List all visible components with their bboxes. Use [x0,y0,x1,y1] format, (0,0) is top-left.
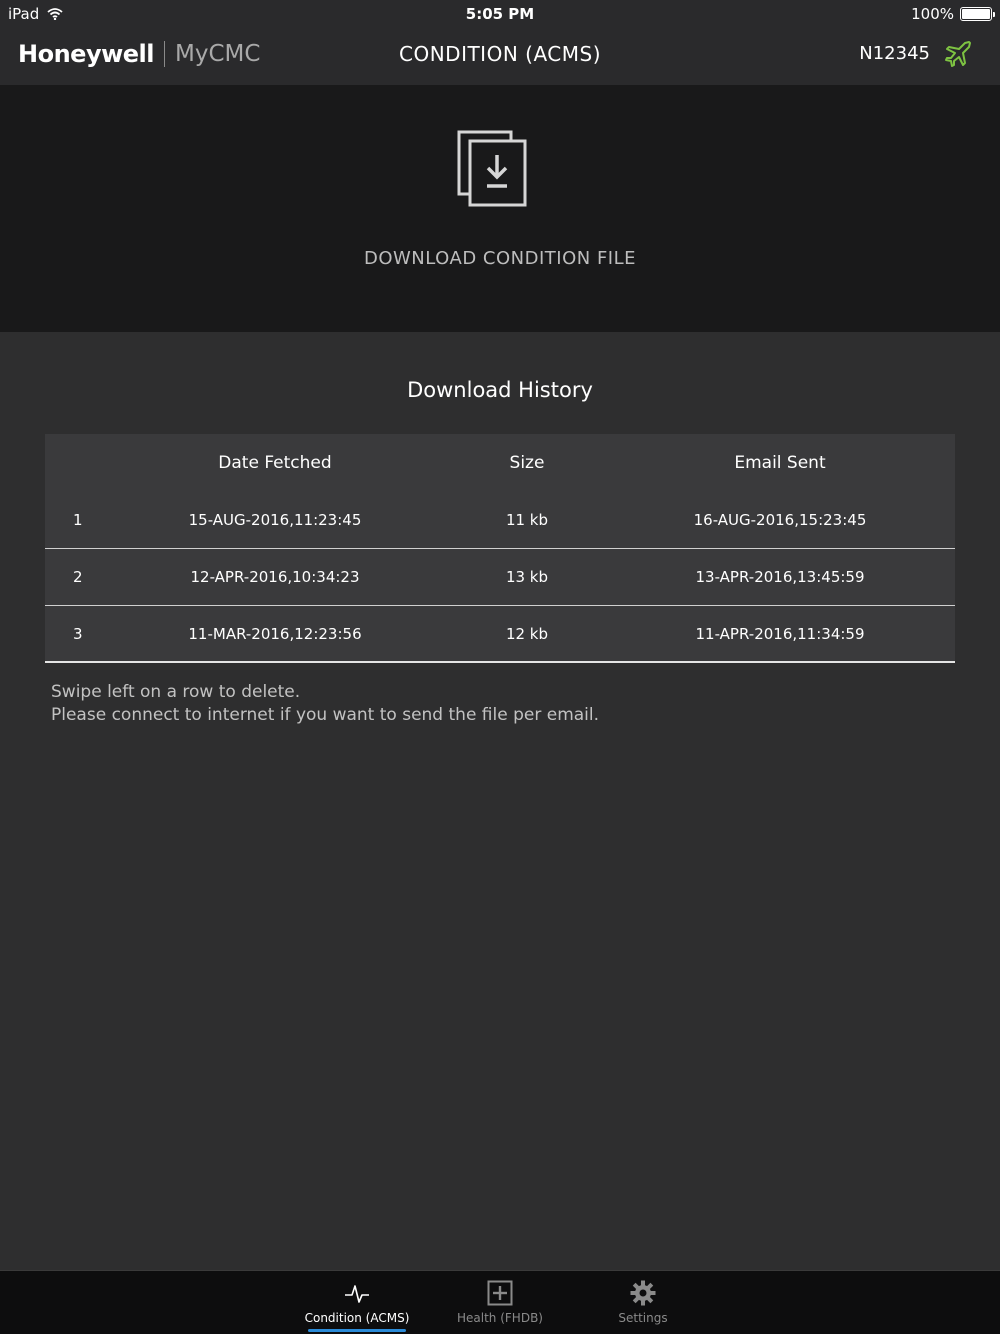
device-name: iPad [8,5,40,23]
tab-condition[interactable] [302,1271,412,1334]
tail-number[interactable]: N12345 [859,43,930,64]
tab-bar [0,1270,1000,1334]
page-title: CONDITION (ACMS) [399,42,601,66]
size-cell: 11 kb [505,511,549,529]
status-time: 5:05 PM [465,5,535,23]
date-fetched-cell: 15-AUG-2016,11:23:45 [188,511,362,529]
history-table [45,434,955,663]
column-size: Size [509,453,545,473]
table-row[interactable] [45,606,955,663]
product-name: MyCMC [174,41,261,67]
date-fetched-cell: 12-APR-2016,10:34:23 [190,568,360,586]
download-condition-file-button[interactable]: DOWNLOAD CONDITION FILE [363,248,637,269]
column-email-sent: Email Sent [734,453,826,473]
history-title: Download History [407,378,593,402]
battery-icon [960,7,992,21]
tab-settings[interactable] [588,1271,698,1334]
tab-health[interactable] [445,1271,555,1334]
download-file-icon[interactable] [456,129,528,209]
airplane-icon[interactable] [943,38,973,68]
email-sent-cell: 11-APR-2016,11:34:59 [695,624,865,643]
column-date-fetched: Date Fetched [218,453,332,473]
brand-name: Honeywell [18,40,154,68]
email-sent-cell: 13-APR-2016,13:45:59 [695,568,865,586]
gear-icon [630,1280,656,1306]
app-header [0,28,1000,85]
size-cell: 13 kb [505,568,549,586]
battery-percent: 100% [911,5,954,23]
row-index: 1 [73,511,83,529]
date-fetched-cell: 11-MAR-2016,12:23:56 [188,624,362,643]
tab-condition-label: Condition (ACMS) [304,1311,410,1325]
status-bar [0,0,1000,28]
email-sent-cell: 16-AUG-2016,15:23:45 [693,511,867,529]
plus-box-icon [487,1280,513,1306]
table-header [45,434,955,492]
help-note [51,681,599,727]
pulse-icon [344,1280,370,1306]
swipe-hint: Swipe left on a row to delete. [51,682,301,702]
tab-health-label: Health (FHDB) [457,1311,543,1325]
tab-settings-label: Settings [618,1311,668,1325]
download-panel[interactable] [0,85,1000,332]
table-row[interactable] [45,492,955,549]
email-hint: Please connect to internet if you want to send the file per email. [51,705,600,725]
row-index: 2 [73,568,83,586]
active-tab-indicator [308,1329,406,1332]
size-cell: 12 kb [505,624,549,643]
table-row[interactable] [45,549,955,606]
row-index: 3 [73,624,83,643]
status-right [911,5,992,23]
